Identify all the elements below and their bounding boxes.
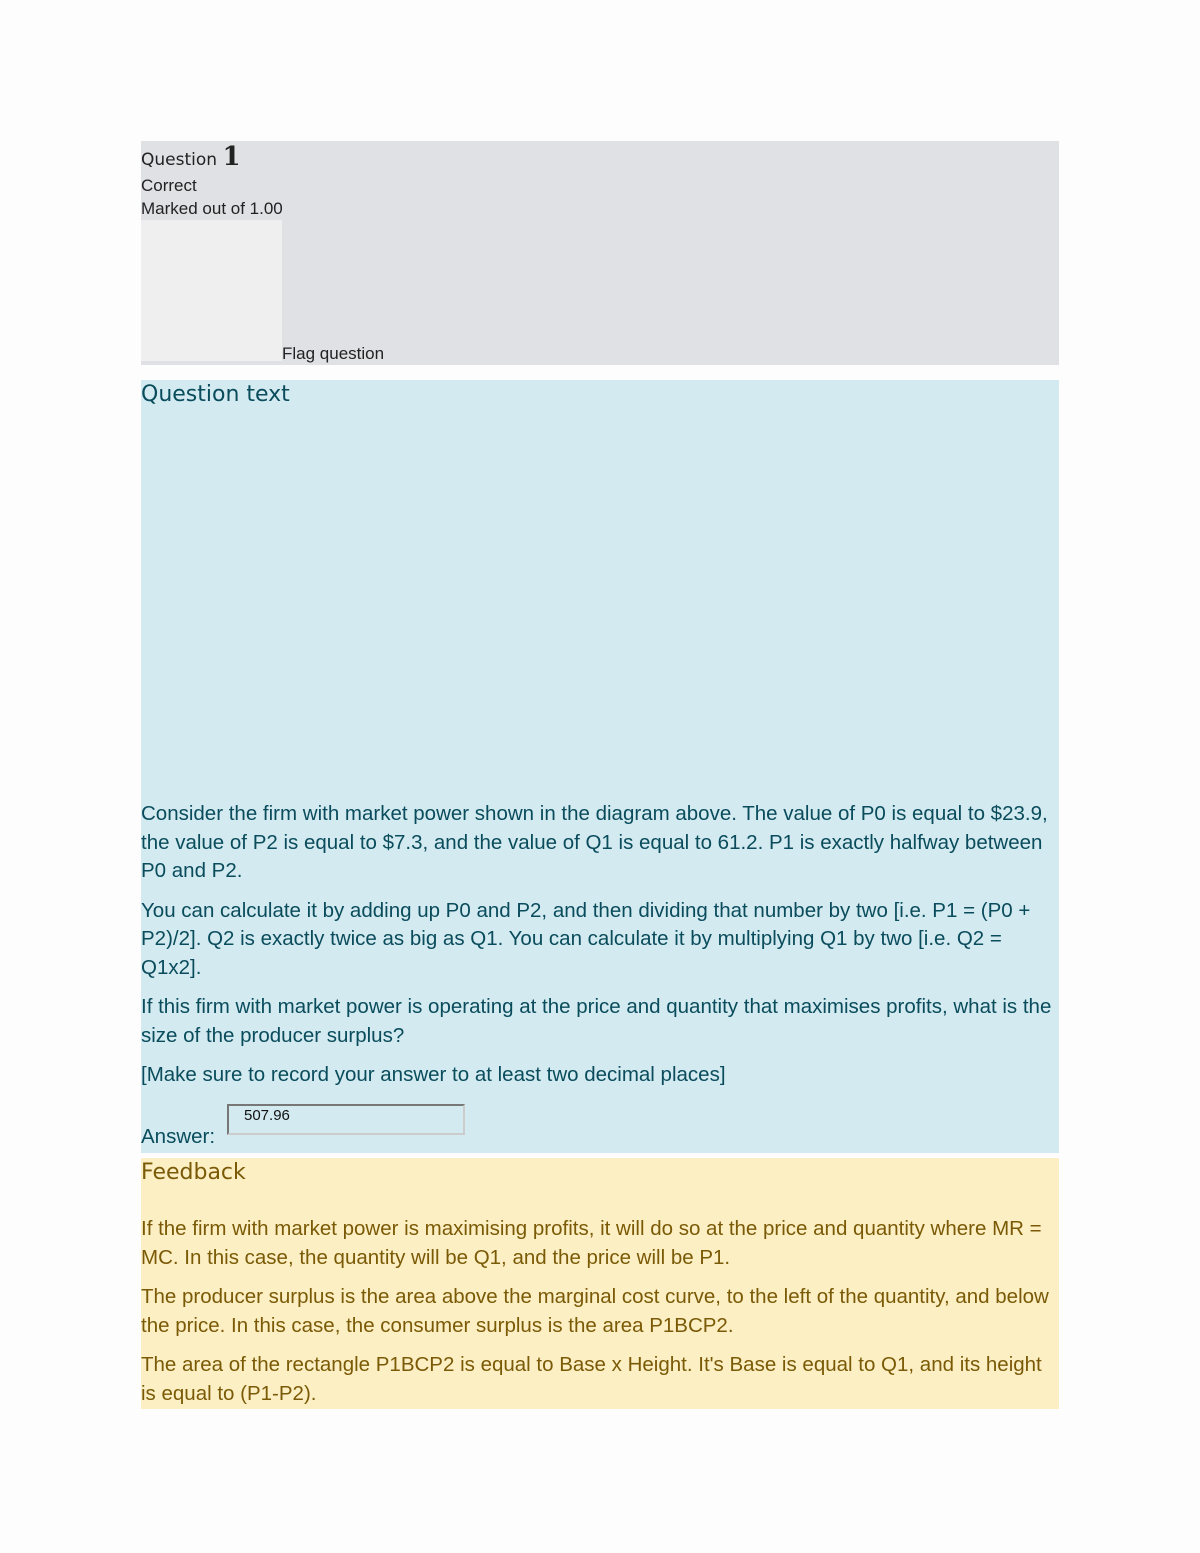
flag-icon[interactable] bbox=[141, 220, 282, 361]
answer-input[interactable] bbox=[227, 1104, 465, 1135]
question-paragraph: You can calculate it by adding up P0 and P2, and then dividing that number by two [i.e. P1 = (P0 + P2)/2]. Q2 is exactly twice as big as Q1. You can calculate it by multiplying Q1 by two [i.e. Q2 = Q1x2]. bbox=[141, 898, 1031, 979]
question-formulation bbox=[141, 380, 1059, 1153]
question-paragraph: Consider the firm with market power shown in the diagram above. The value of P0 is equal to $23.9, the value of P2 is equal to $7.3, and the value of Q1 is equal to 61.2. P1 is exactly halfway between P0 and P2. bbox=[141, 802, 1048, 882]
question-text-heading: Question text bbox=[141, 382, 290, 407]
question-grade: Marked out of 1.00 bbox=[141, 199, 283, 218]
feedback-panel bbox=[141, 1158, 1059, 1409]
question-number-line bbox=[141, 142, 241, 172]
feedback-paragraph: If the firm with market power is maximising profits, it will do so at the price and quantity where MR = MC. In this case, the quantity will be Q1, and the price will be P1. bbox=[141, 1217, 1042, 1269]
question-paragraph: If this firm with market power is operating at the price and quantity that maximises profits, what is the size of the producer surplus? bbox=[141, 995, 1052, 1047]
question-word: Question bbox=[141, 150, 218, 170]
question-number: 1 bbox=[222, 142, 241, 172]
question-state: Correct bbox=[141, 176, 197, 195]
question-info-panel bbox=[141, 141, 1059, 365]
question-paragraph: [Make sure to record your answer to at least two decimal places] bbox=[141, 1063, 726, 1086]
feedback-heading: Feedback bbox=[141, 1160, 246, 1185]
feedback-paragraph: The producer surplus is the area above the marginal cost curve, to the left of the quantity, and below the price. In this case, the consumer surplus is the area P1BCP2. bbox=[141, 1285, 1049, 1337]
flag-question-link[interactable]: Flag question bbox=[282, 344, 385, 363]
feedback-text bbox=[141, 1215, 1053, 1419]
answer-label: Answer: bbox=[141, 1125, 216, 1148]
feedback-paragraph: The area of the rectangle P1BCP2 is equal to Base x Height. It's Base is equal to Q1, and its height is equal to (P1-P2). bbox=[141, 1353, 1042, 1405]
question-text bbox=[141, 800, 1053, 1101]
